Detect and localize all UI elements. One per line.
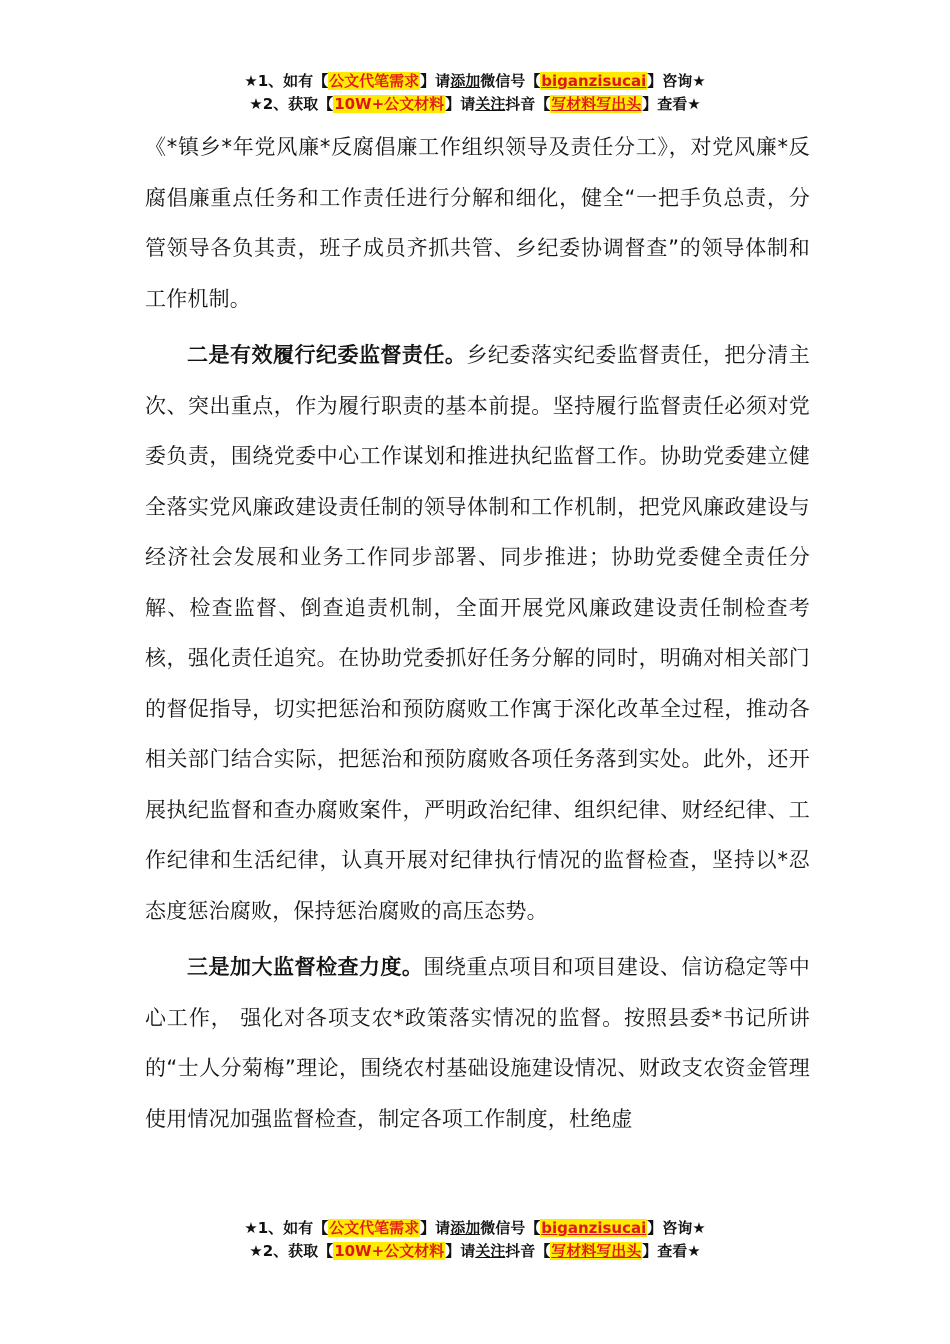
- banner-highlight: 公文代笔需求: [329, 1219, 420, 1237]
- banner-line-1: ★1、如有【公文代笔需求】请添加微信号【biganzisucai】咨询★: [244, 1219, 706, 1237]
- banner-highlight: 10W+公文材料: [334, 1242, 445, 1260]
- paragraph-lead: 三是加大监督检查力度。: [187, 955, 424, 979]
- document-body: [145, 122, 810, 1144]
- banner-line-2: ★2、获取【10W+公文材料】请关注抖音【写材料写出头】查看★: [249, 1242, 701, 1260]
- paragraph-text: 乡纪委落实纪委监督责任，把分清主次、突出重点，作为履行职责的基本前提。坚持履行监督责任必须对党委负责，围绕党委中心工作谋划和推进执纪监督工作。协助党委建立健全落实党风廉政建设责任制的领导体制和工作机制，把党风廉政建设与经济社会发展和业务工作同步部署、同步推进；协助党委健全责任分解、检查监督、倒查追责机制，全面开展党风廉政建设责任制检查考核，强化责任追究。在协助党委抓好任务分解的同时，明确对相关部门的督促指导，切实把惩治和预防腐败工作寓于深化改革全过程，推动各相关部门结合实际，把惩治和预防腐败各项任务落到实处。此外，还开展执纪监督和查办腐败案件，严明政治纪律、组织纪律、财经纪律、工作纪律和生活纪律，认真开展对纪律执行情况的监督检查，坚持以*忍态度惩治腐败，保持惩治腐败的高压态势。: [145, 343, 810, 923]
- paragraph-2: [145, 330, 810, 936]
- paragraph-3: [145, 942, 810, 1144]
- banner-highlight: biganzisucai: [541, 1219, 647, 1237]
- banner-highlight: 写材料写出头: [551, 1242, 642, 1260]
- paragraph-lead: 二是有效履行纪委监督责任。: [187, 343, 467, 367]
- banner-highlight: 10W+公文材料: [334, 95, 445, 113]
- footer-banner: [0, 1217, 950, 1263]
- banner-highlight: 公文代笔需求: [329, 72, 420, 90]
- banner-line-1: ★1、如有【公文代笔需求】请添加微信号【biganzisucai】咨询★: [244, 72, 706, 90]
- banner-highlight: biganzisucai: [541, 72, 647, 90]
- banner-highlight: 写材料写出头: [551, 95, 642, 113]
- paragraph-text: 围绕重点项目和项目建设、信访稳定等中心工作， 强化对各项支农*政策落实情况的监督。按照县委*书记所讲的“士人分菊梅”理论，围绕农村基础设施建设情况、财政支农资金管理使用情况加强监督检查，制定各项工作制度，杜绝虚: [145, 955, 810, 1131]
- banner-line-2: ★2、获取【10W+公文材料】请关注抖音【写材料写出头】查看★: [249, 95, 701, 113]
- header-banner: [0, 70, 950, 116]
- paragraph-1: 《*镇乡*年党风廉*反腐倡廉工作组织领导及责任分工》，对党风廉*反腐倡廉重点任务和工作责任进行分解和细化，健全“一把手负总责，分管领导各负其责，班子成员齐抓共管、乡纪委协调督查”的领导体制和工作机制。: [145, 135, 810, 311]
